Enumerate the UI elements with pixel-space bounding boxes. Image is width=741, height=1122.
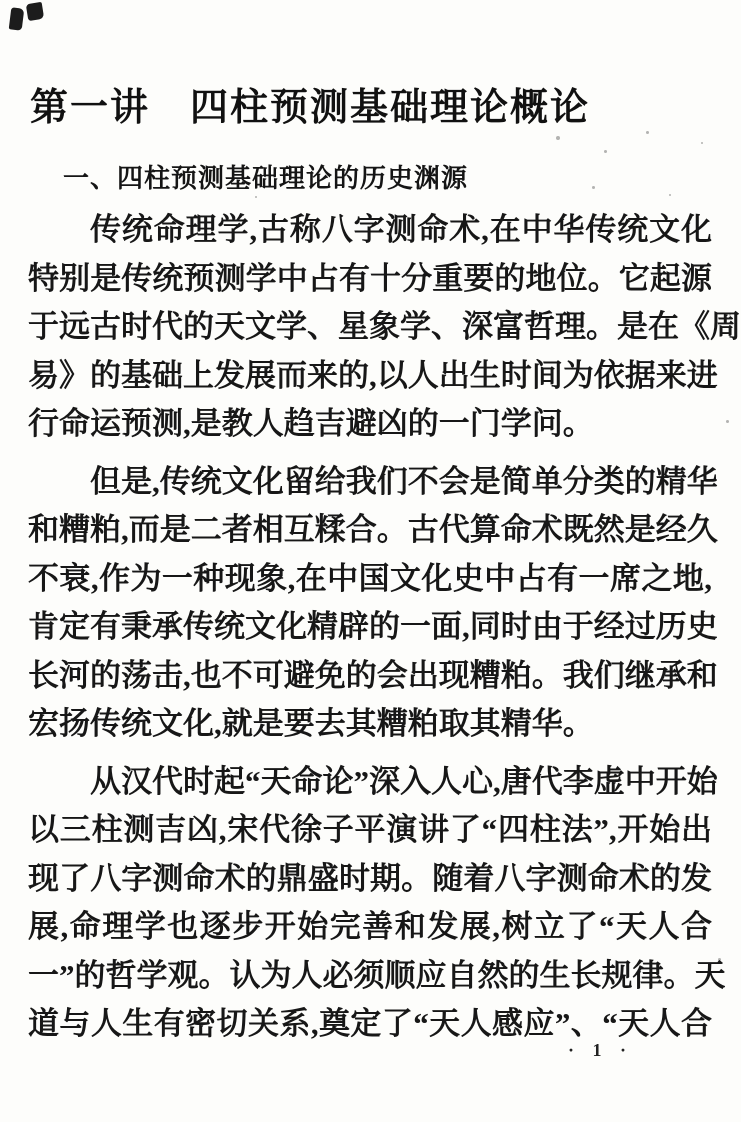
paragraph [28, 758, 726, 1049]
text-line: 特别是传统预测学中占有十分重要的地位。它起源 [28, 260, 712, 296]
text-line: 传统命理学,古称八字测命术,在中华传统文化 [90, 212, 712, 247]
scan-speck [604, 150, 607, 153]
text-line: 肯定有秉承传统文化精辟的一面,同时由于经过历史 [28, 609, 718, 644]
text-line: 从汉代时起“天命论”深入人心,唐代李虚中开始 [90, 763, 718, 799]
scan-speck [255, 196, 257, 198]
scan-speck [701, 142, 703, 144]
paragraph [28, 458, 718, 749]
scan-speck [726, 420, 729, 423]
scan-speck [592, 186, 595, 189]
text-line: 展,命理学也逐步开始完善和发展,树立了“天人合 [28, 909, 712, 944]
paragraph [28, 206, 741, 449]
text-line: 长河的荡击,也不可避免的会出现糟粕。我们继承和 [28, 657, 718, 693]
text-line: 现了八字测命术的鼎盛时期。随着八字测命术的发 [28, 860, 712, 896]
text-line: 易》的基础上发展而来的,以人出生时间为依据来进 [28, 357, 718, 393]
chapter-title: 第一讲 四柱预测基础理论概论 [30, 87, 591, 129]
ink-smudge [26, 2, 44, 21]
text-line: 于远古时代的天文学、星象学、深富哲理。是在《周 [28, 309, 741, 344]
scan-speck [646, 131, 649, 134]
section-heading: 一、四柱预测基础理论的历史渊源 [63, 164, 469, 193]
text-line: 宏扬传统文化,就是要去其糟粕取其精华。 [28, 706, 594, 741]
scan-speck [556, 136, 560, 140]
text-line: 一”的哲学观。认为人必须顺应自然的生长规律。天 [28, 957, 726, 993]
body-text [28, 206, 741, 1049]
text-line: 道与人生有密切关系,奠定了“天人感应”、“天人合 [28, 1006, 712, 1041]
text-line: 和糟粕,而是二者相互糅合。古代算命术既然是经久 [28, 512, 718, 547]
scan-speck [669, 194, 671, 196]
ink-smudge [9, 7, 25, 30]
text-line: 以三柱测吉凶,宋代徐子平演讲了“四柱法”,开始出 [28, 812, 712, 847]
text-line: 行命运预测,是教人趋吉避凶的一门学问。 [28, 406, 594, 441]
text-line: 但是,传统文化留给我们不会是简单分类的精华 [90, 463, 718, 499]
text-line: 不衰,作为一种现象,在中国文化史中占有一席之地, [28, 560, 712, 596]
page-number: · 1 · [568, 1040, 634, 1060]
